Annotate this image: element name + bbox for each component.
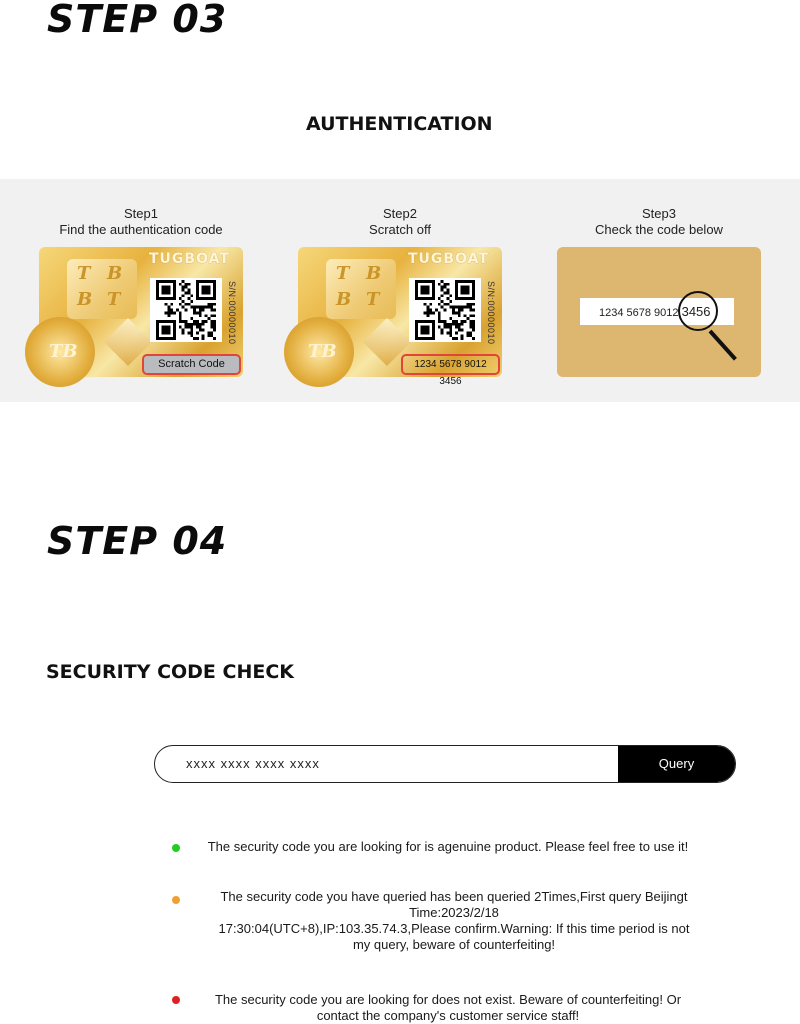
step1-caption <box>11 206 271 238</box>
status-dot-orange <box>172 896 180 904</box>
message-genuine: The security code you are looking for is agenuine product. Please feel free to use it! <box>207 839 689 854</box>
card-serial: S/N:00000010 <box>486 281 496 345</box>
step-04-title: STEP 04 <box>47 519 228 563</box>
security-code-check-heading: SECURITY CODE CHECK <box>46 661 295 683</box>
card-serial: S/N:00000010 <box>227 281 237 345</box>
magnifier-handle <box>709 330 737 361</box>
code-prefix: 1234 5678 9012 <box>599 307 679 319</box>
message-not-exist: The security code you are looking for does not exist. Beware of counterfeiting! Or contact the company's customer service staff! <box>214 992 682 1023</box>
step2-label: Step2 <box>383 206 417 221</box>
card-coin: TB <box>284 317 354 387</box>
step3-description: Check the code below <box>595 222 723 237</box>
step3-caption <box>529 206 789 238</box>
step1-description: Find the authentication code <box>59 222 223 237</box>
card-letters: T B B T <box>67 259 137 319</box>
auth-card-scratch <box>39 247 243 377</box>
step3-label: Step3 <box>642 206 676 221</box>
scratch-code-area: Scratch Code <box>142 354 241 375</box>
security-code-search <box>154 745 736 783</box>
code-suffix-magnified: 3456 <box>681 304 711 319</box>
card-brand: TUGBOAT <box>149 251 230 267</box>
authentication-heading: AUTHENTICATION <box>306 113 493 135</box>
code-check-card <box>557 247 761 377</box>
card-coin: TB <box>25 317 95 387</box>
qr-code-icon <box>150 278 222 342</box>
step1-label: Step1 <box>124 206 158 221</box>
auth-card-revealed <box>298 247 502 387</box>
revealed-code-area: 1234 5678 9012 3456 <box>401 354 500 375</box>
step2-caption <box>270 206 530 238</box>
step-03-title: STEP 03 <box>47 0 228 41</box>
magnifier-icon <box>678 291 718 331</box>
card-letters: T B B T <box>326 259 396 319</box>
status-dot-red <box>172 996 180 1004</box>
qr-code-icon <box>409 278 481 342</box>
card-brand: TUGBOAT <box>408 251 489 267</box>
message-queried-before: The security code you have queried has been queried 2Times,First query Beijingt Time:2023/2/18 17:30:04(UTC+8),IP:103.35.74.3,Please confirm.Warning: If this time period is not my query, beware of counterfeiting! <box>218 889 690 952</box>
security-code-input[interactable] <box>155 746 620 781</box>
query-button[interactable]: Query <box>618 746 735 782</box>
status-dot-green <box>172 844 180 852</box>
step2-description: Scratch off <box>369 222 431 237</box>
